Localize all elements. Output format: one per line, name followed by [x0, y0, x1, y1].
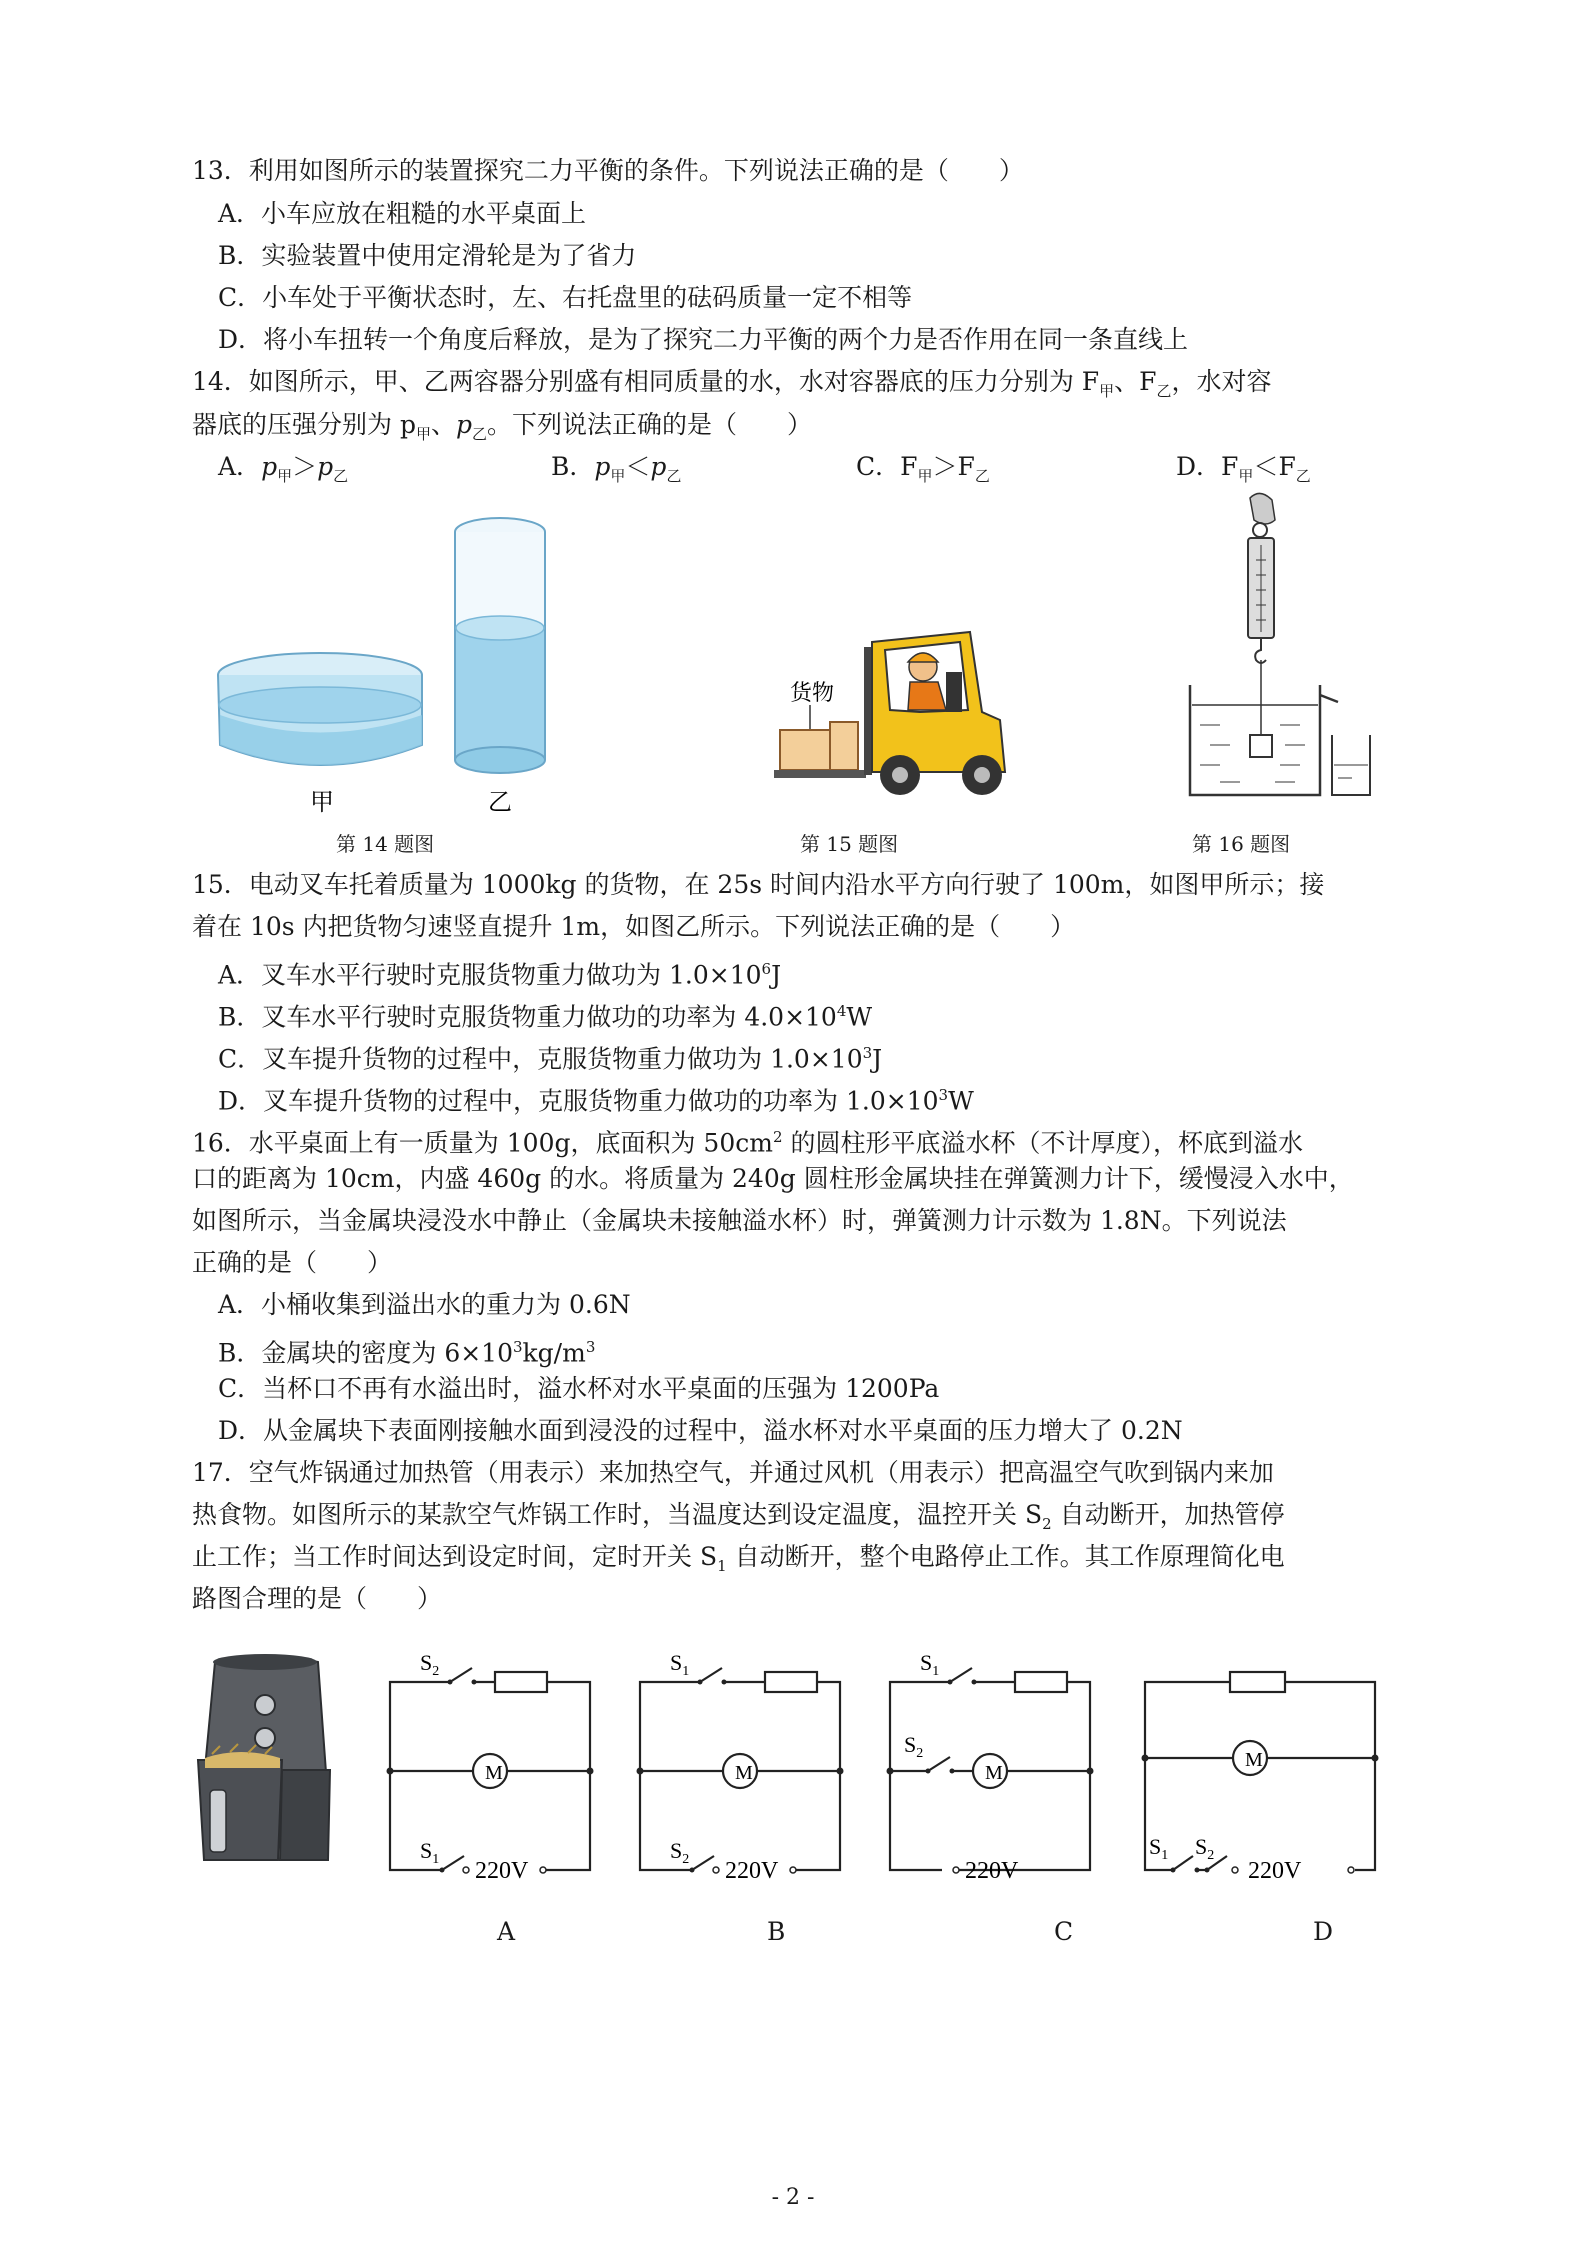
circuit-label-a: A: [497, 1917, 516, 1946]
switch-s2-label: S: [670, 1838, 683, 1863]
svg-text:S1: $S_1$: [1149, 1834, 1169, 1863]
q15-option-b: B．叉车水平行驶时克服货物重力做功的功率为 $4.0\times 10^4W$: [218, 1002, 873, 1032]
q13-option-d: D．将小车扭转一个角度后释放，是为了探究二力平衡的两个力是否作用在同一条直线上: [218, 325, 1189, 354]
q16-stem-line3: 如图所示，当金属块浸没水中静止（金属块未接触溢水杯）时，弹簧测力计示数为 1.8N。下列说法: [192, 1206, 1287, 1235]
q16-option-b: B．金属块的密度为 $6\times 10^3kg/m^3$: [218, 1338, 596, 1368]
svg-text:S2: $S_2$: [904, 1732, 924, 1761]
air-fryer-image: [190, 1650, 340, 1880]
q17-stem-line2: 热食物。如图所示的某款空气炸锅工作时，当温度达到设定温度，温控开关 $S_2$ 自动断开，加热管停: [192, 1500, 1285, 1533]
q17-stem-line1: 17．空气炸锅通过加热管（用表示）来加热空气，并通过风机（用表示）把高温空气吹到锅内来加: [192, 1458, 1274, 1487]
q15-option-d: D．叉车提升货物的过程中，克服货物重力做功的功率为 $1.0\times 10^3W$: [218, 1086, 974, 1116]
fig15-caption: 第 15 题图: [800, 832, 899, 856]
svg-text:S2: $S_2$: [1195, 1834, 1215, 1863]
circuit-label-d: D: [1313, 1917, 1334, 1946]
q13-option-c: C．小车处于平衡状态时，左、右托盘里的砝码质量一定不相等: [218, 283, 913, 312]
circuit-label-b: B: [767, 1917, 786, 1946]
svg-text:S1: $S_1$: [670, 1650, 690, 1679]
q15-option-a: A．叉车水平行驶时克服货物重力做功为 $1.0\times 10^6J$: [218, 960, 782, 990]
fig15-forklift: [760, 612, 1030, 797]
q17-stem-line3: 止工作；当工作时间达到设定时间，定时开关 $S_1$ 自动断开，整个电路停止工作。其工作原理简化电: [192, 1542, 1285, 1575]
q14-option-b: B．$p_甲<p_乙$: [551, 452, 682, 485]
spring-scale-illustration: [1248, 493, 1275, 757]
switch-s2-label: S: [904, 1732, 917, 1757]
cylinder-yi-illustration: [455, 518, 545, 773]
switch-s1-label: S: [670, 1650, 683, 1675]
circuit-label-c: C: [1054, 1917, 1074, 1946]
circuit-c: [880, 1640, 1105, 1900]
fig16-overflow-cup: [1180, 490, 1380, 815]
fig14-caption: 第 14 题图: [336, 832, 435, 856]
switch-s2-label: S: [420, 1650, 433, 1675]
page-number: - 2 -: [771, 2185, 815, 2210]
motor-label: M: [985, 1762, 1003, 1784]
q14-option-d: D．$F_甲<F_乙$: [1176, 452, 1311, 485]
fig14-label-yi: 乙: [488, 789, 512, 816]
motor-label: M: [735, 1762, 753, 1784]
motor-label: M: [485, 1762, 503, 1784]
q14-option-a: A．$p_甲>p_乙$: [218, 452, 349, 485]
switch-s1-label: S: [1149, 1834, 1162, 1859]
q16-option-c: C．当杯口不再有水溢出时，溢水杯对水平桌面的压强为 1200Pa: [218, 1374, 940, 1403]
q13-option-a: A．小车应放在粗糙的水平桌面上: [218, 199, 587, 228]
q16-stem-line2: 口的距离为 10cm，内盛 460g 的水。将质量为 240g 圆柱形金属块挂在弹簧测力计下，缓慢浸入水中，: [192, 1164, 1354, 1193]
svg-text:S1: $S_1$: [420, 1838, 440, 1867]
voltage-label: 220V: [965, 1858, 1019, 1884]
fig14-containers: [210, 510, 600, 820]
switch-s1-label: S: [420, 1838, 433, 1863]
svg-text:S1: $S_1$: [920, 1650, 940, 1679]
q16-option-d: D．从金属块下表面刚接触水面到浸没的过程中，溢水杯对水平桌面的压力增大了 0.2N: [218, 1416, 1183, 1445]
q15-option-c: C．叉车提升货物的过程中，克服货物重力做功为 $1.0\times 10^3J$: [218, 1044, 883, 1074]
q17-stem-line4: 路图合理的是（ ）: [192, 1584, 443, 1613]
fig16-caption: 第 16 题图: [1192, 832, 1291, 856]
q15-stem-line2: 着在 10s 内把货物匀速竖直提升 1m，如图乙所示。下列说法正确的是（ ）: [192, 912, 1076, 941]
q16-stem-line4: 正确的是（ ）: [192, 1248, 393, 1277]
fig15-cargo-label: 货物: [790, 680, 835, 705]
circuit-d: [1135, 1640, 1385, 1900]
overflow-cup-illustration: [1190, 685, 1370, 795]
q13-option-b: B．实验装置中使用定滑轮是为了省力: [218, 241, 637, 270]
fig14-label-jia: 甲: [310, 789, 334, 816]
dish-jia-illustration: [218, 653, 422, 765]
motor-label: M: [1245, 1749, 1263, 1771]
q16-option-a: A．小桶收集到溢出水的重力为 0.6N: [218, 1290, 631, 1319]
q14-option-c: C．$F_甲>F_乙$: [856, 452, 990, 485]
svg-text:S2: $S_2$: [670, 1838, 690, 1867]
switch-s2-label: S: [1195, 1834, 1208, 1859]
voltage-label: 220V: [475, 1858, 529, 1884]
q15-stem-line1: 15．电动叉车托着质量为 1000kg 的货物，在 25s 时间内沿水平方向行驶了 100m，如图甲所示；接: [192, 870, 1325, 899]
switch-s1-label: S: [920, 1650, 933, 1675]
q14-stem-line1: 14．如图所示，甲、乙两容器分别盛有相同质量的水，水对容器底的压力分别为 $F_甲$、$F_乙$，水对容: [192, 367, 1272, 400]
q14-stem-line2: 器底的压强分别为 $p_甲$、$p_乙$。下列说法正确的是（ ）: [192, 410, 813, 443]
circuit-b: [630, 1640, 855, 1900]
voltage-label: 220V: [725, 1858, 779, 1884]
q16-stem-line1: 16．水平桌面上有一质量为 100g，底面积为 $50cm^2$ 的圆柱形平底溢水杯（不计厚度），杯底到溢水: [192, 1128, 1303, 1158]
q13-stem: 13．利用如图所示的装置探究二力平衡的条件。下列说法正确的是（ ）: [192, 156, 1024, 185]
circuit-a: [380, 1640, 605, 1900]
forklift-illustration: [774, 632, 1005, 795]
voltage-label: 220V: [1248, 1858, 1302, 1884]
svg-text:S2: $S_2$: [420, 1650, 440, 1679]
